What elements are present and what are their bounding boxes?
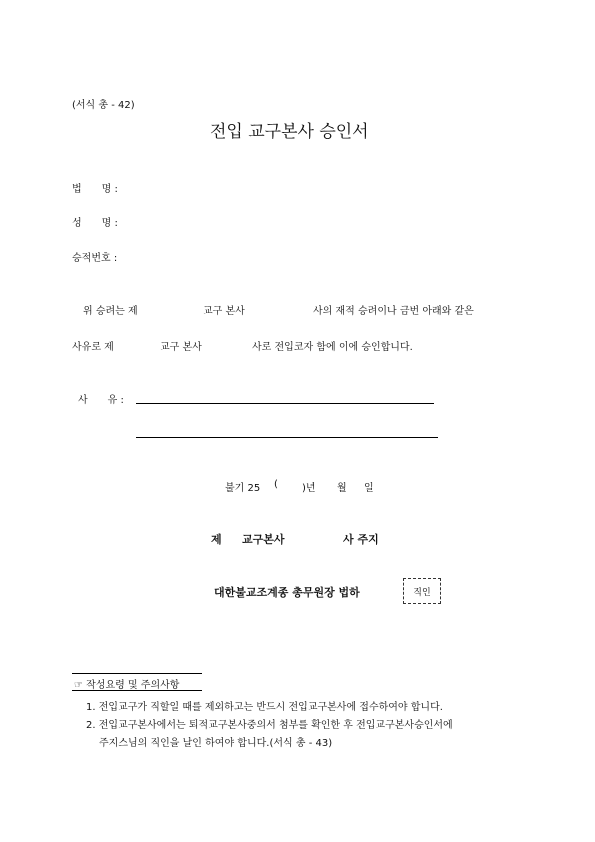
reason-line-1[interactable]	[136, 403, 434, 404]
signatory-head-temple: 교구본사	[242, 533, 285, 546]
field-ordination-label: 승적번호 :	[72, 253, 118, 264]
reason-label: 사 유 :	[78, 395, 124, 406]
form-number: (서식 총 - 42)	[72, 100, 135, 111]
notes-heading-rule-top	[72, 673, 202, 674]
date-month: 월	[337, 483, 347, 494]
field-name-label: 성 명 :	[72, 218, 118, 229]
notes-heading: ☞ 작성요령 및 주의사항	[74, 680, 180, 691]
body-line-2-b: 교구 본사	[160, 342, 202, 353]
field-corporation-label: 법 명 :	[72, 184, 118, 195]
page-title: 전입 교구본사 승인서	[210, 122, 369, 142]
signatory-je: 제	[211, 533, 222, 546]
notes-heading-rule-bottom	[72, 690, 202, 691]
body-line-1-b: 교구 본사	[203, 306, 245, 317]
body-line-2-a: 사유로 제	[72, 342, 114, 353]
date-day: 일	[364, 483, 374, 494]
notes-item: 2. 전입교구본사에서는 퇴적교구본사중의서 첨부를 확인한 후 전입교구본사승인서에	[86, 720, 453, 731]
seal-label: 직인	[413, 587, 431, 598]
recipient: 대한불교조계종 총무원장 법하	[214, 586, 360, 599]
signatory-abbot: 사 주지	[343, 533, 379, 546]
official-seal	[403, 578, 441, 604]
body-line-1-c: 사의 재적 승려이나 금번 아래와 같은	[313, 306, 474, 317]
reason-line-2[interactable]	[136, 437, 438, 438]
notes-item: 주지스님의 직인을 날인 하여야 합니다.(서식 총 - 43)	[99, 738, 333, 749]
date-era: 불기 25	[225, 483, 261, 494]
date-year-suffix: )년	[302, 483, 316, 494]
body-line-1-a: 위 승려는 제	[83, 306, 138, 317]
date-paren-open: (	[274, 479, 278, 490]
body-line-2-c: 사로 전입코자 함에 이에 승인합니다.	[252, 342, 413, 353]
notes-item: 1. 전입교구가 직할일 때를 제외하고는 반드시 전입교구본사에 접수하여야 합니다.	[86, 702, 443, 713]
